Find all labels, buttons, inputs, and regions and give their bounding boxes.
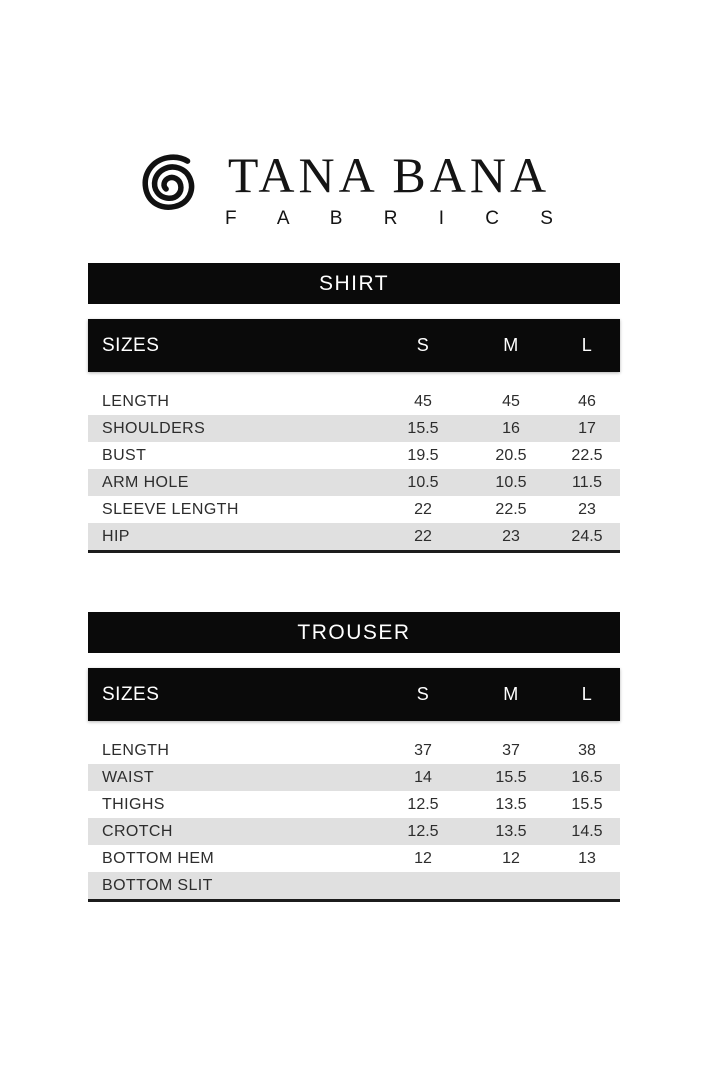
size-chart-trouser	[88, 612, 620, 902]
table-row	[88, 388, 620, 415]
row-value-s: 12.5	[407, 822, 439, 840]
sizes-header-label: SIZES	[102, 334, 160, 356]
size-column-s: S	[416, 684, 430, 704]
row-label: THIGHS	[102, 795, 165, 813]
row-value-m: 22.5	[495, 500, 527, 518]
row-value-l: 11.5	[572, 473, 602, 491]
shirt-table-title: SHIRT	[88, 263, 620, 304]
shirt-table-rows	[88, 388, 620, 553]
size-column-m: M	[503, 335, 519, 355]
brand-name: TANA BANA	[227, 147, 551, 203]
row-value-s: 22	[414, 527, 432, 545]
row-value-s: 10.5	[407, 473, 439, 491]
size-column-m: M	[503, 684, 519, 704]
row-value-l: 24.5	[571, 527, 603, 545]
table-row	[88, 442, 620, 469]
spiral-icon	[140, 152, 198, 212]
row-label: BOTTOM SLIT	[102, 876, 213, 894]
row-value-s: 37	[414, 741, 432, 759]
table-row	[88, 872, 620, 899]
row-value-s: 15.5	[407, 419, 439, 437]
row-value-l: 38	[578, 741, 596, 759]
row-label: SHOULDERS	[102, 419, 206, 437]
table-row	[88, 791, 620, 818]
row-label: LENGTH	[102, 392, 170, 410]
table-row	[88, 737, 620, 764]
row-value-m: 12	[502, 849, 520, 867]
table-row	[88, 845, 620, 872]
row-value-l: 14.5	[571, 822, 603, 840]
row-value-s: 19.5	[407, 446, 439, 464]
row-value-l: 16.5	[571, 768, 603, 786]
row-value-l: 46	[578, 392, 596, 410]
size-column-l: L	[581, 684, 593, 704]
row-value-m: 20.5	[495, 446, 527, 464]
row-label: LENGTH	[102, 741, 170, 759]
row-label: CROTCH	[102, 822, 173, 840]
row-value-m: 13.5	[495, 795, 527, 813]
size-chart-shirt	[88, 263, 620, 553]
row-label: BOTTOM HEM	[102, 849, 215, 867]
row-label: WAIST	[102, 768, 155, 786]
row-label: HIP	[102, 527, 130, 545]
brand-wordmark	[207, 147, 571, 229]
row-value-s: 12	[414, 849, 432, 867]
row-value-m: 45	[502, 392, 520, 410]
row-value-m: 16	[502, 419, 520, 437]
row-value-l: 17	[578, 419, 596, 437]
trouser-sizes-header	[88, 668, 620, 721]
row-value-m: 13.5	[495, 822, 527, 840]
shirt-sizes-header	[88, 319, 620, 372]
size-column-s: S	[416, 335, 430, 355]
row-value-m: 37	[502, 741, 520, 759]
brand-logo	[140, 147, 571, 229]
table-row	[88, 469, 620, 496]
row-value-s: 45	[414, 392, 432, 410]
row-value-s: 12.5	[407, 795, 439, 813]
trouser-table-rows	[88, 737, 620, 902]
row-value-l: 22.5	[571, 446, 603, 464]
sizes-header-label: SIZES	[102, 683, 160, 705]
row-value-l: 15.5	[571, 795, 603, 813]
row-label: SLEEVE LENGTH	[102, 500, 239, 518]
row-value-s: 14	[414, 768, 432, 786]
row-value-l: 13	[578, 849, 596, 867]
table-row	[88, 764, 620, 791]
row-value-s: 22	[414, 500, 432, 518]
row-value-m: 15.5	[495, 768, 527, 786]
row-value-m: 23	[502, 527, 520, 545]
trouser-table-title: TROUSER	[88, 612, 620, 653]
table-row	[88, 523, 620, 550]
row-value-m: 10.5	[495, 473, 527, 491]
row-value-l: 23	[578, 500, 596, 518]
table-row	[88, 415, 620, 442]
row-label: ARM HOLE	[102, 473, 189, 491]
table-row	[88, 496, 620, 523]
row-label: BUST	[102, 446, 147, 464]
brand-subtitle: F A B R I C S	[225, 208, 571, 229]
table-row	[88, 818, 620, 845]
size-column-l: L	[581, 335, 593, 355]
